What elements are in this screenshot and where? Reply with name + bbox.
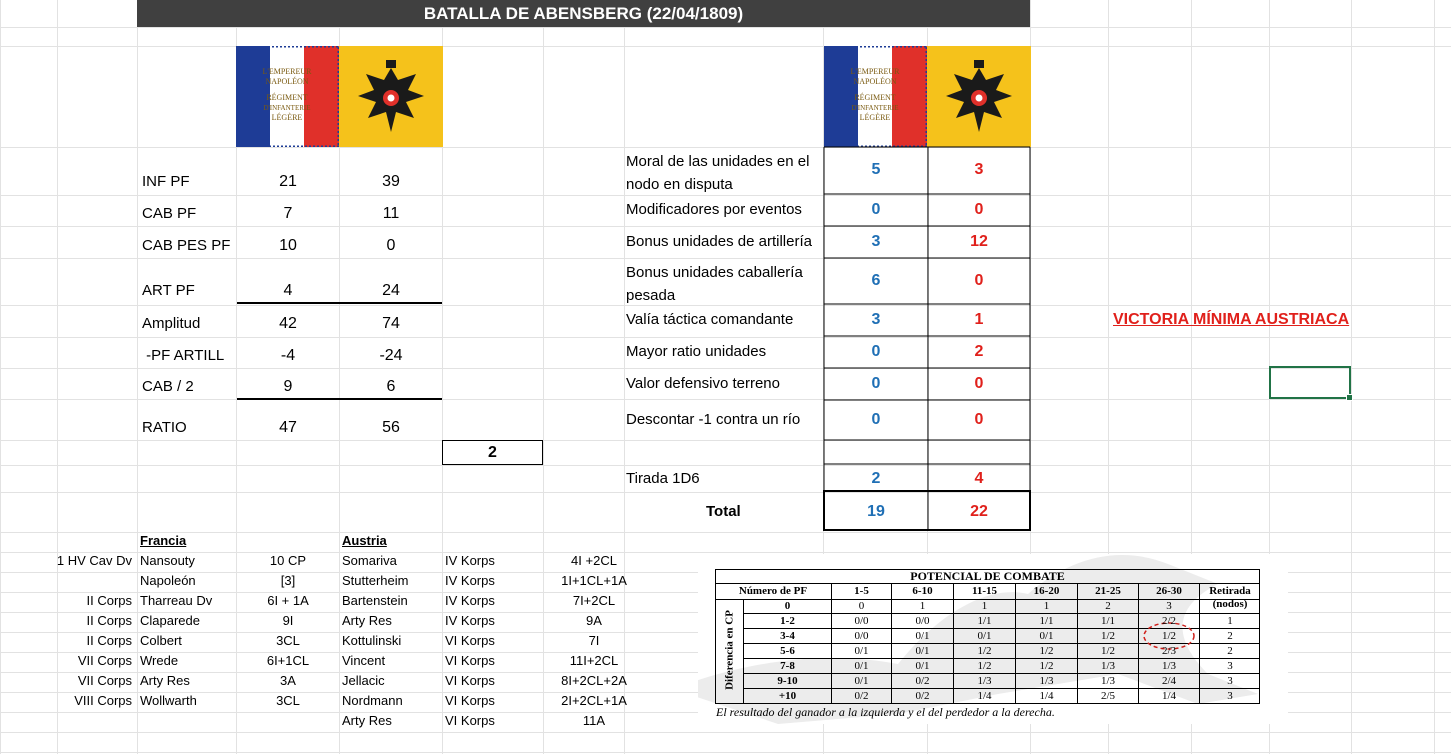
mod-label-terreno: Valor defensivo terreno — [626, 375, 780, 392]
combat-diff-label: +10 — [778, 690, 797, 702]
austria-header: Austria — [342, 533, 387, 548]
austria-force: 9A — [586, 613, 602, 628]
row-label-cab-half: CAB / 2 — [142, 378, 194, 395]
flags-pair-left — [236, 46, 443, 147]
mod-label-eventos: Modificadores por eventos — [626, 201, 802, 218]
combat-value-cell: 0/0 — [854, 615, 869, 627]
mod-label-comandante: Valía táctica comandante — [626, 311, 794, 328]
fr-cab-half: 9 — [283, 378, 293, 395]
combat-diff-label: 1-2 — [780, 615, 795, 627]
france-force: 9I — [282, 613, 294, 628]
france-corps: VIII Corps — [74, 693, 132, 708]
combat-value-cell: 1/4 — [1161, 690, 1177, 702]
austria-corps: VI Korps — [445, 653, 495, 668]
combat-value-cell: 0/1 — [915, 630, 930, 642]
combat-value-cell: 0/1 — [854, 660, 869, 672]
retreat-header-line-2: (nodos) — [1212, 598, 1248, 610]
combat-value-cell: 1 — [1043, 600, 1050, 612]
austria-corps: IV Korps — [445, 553, 495, 568]
au-cab-pes: 0 — [386, 237, 396, 254]
france-force: 6I+1CL — [266, 653, 310, 668]
austria-name: Arty Res — [342, 613, 392, 628]
combat-col-4: 16-20 — [1033, 585, 1060, 597]
france-force: 3A — [280, 673, 296, 688]
austria-name: Somariva — [342, 553, 397, 568]
austria-corps: VI Korps — [445, 633, 495, 648]
combat-value-cell: 1/2 — [1100, 645, 1116, 657]
austria-corps: IV Korps — [445, 573, 495, 588]
combat-value-cell: 3 — [1166, 600, 1172, 612]
france-name: Claparede — [140, 613, 200, 628]
row-label-art: ART PF — [142, 282, 195, 299]
austria-force: 7I+2CL — [572, 593, 616, 608]
combat-value-cell: 0/0 — [915, 615, 930, 627]
dice-label: Tirada 1D6 — [626, 470, 700, 487]
combat-diff-label: 9-10 — [777, 675, 798, 687]
combat-value-cell: 0/2 — [915, 690, 930, 702]
combat-diff-label: 3-4 — [780, 630, 795, 642]
combat-title: POTENCIAL DE COMBATE — [910, 569, 1065, 583]
battle-result: VICTORIA MÍNIMA AUSTRIACA — [1113, 311, 1350, 328]
flag-text-4: D'INFANTERIE — [263, 104, 311, 112]
austria-name: Vincent — [342, 653, 386, 668]
au-dice: 4 — [974, 470, 984, 487]
combat-value-cell: 0/1 — [977, 630, 992, 642]
au-caballeria: 0 — [974, 272, 984, 289]
austria-name: Arty Res — [342, 713, 392, 728]
flag-text-3: RÉGIMENT — [854, 93, 896, 102]
french-flag-icon — [824, 46, 927, 147]
sum-line-1 — [237, 302, 442, 304]
fr-cab-pes: 10 — [279, 237, 297, 254]
france-corps: II Corps — [86, 613, 132, 628]
au-ratio-mod: 2 — [974, 343, 984, 360]
fr-pf-artill: -4 — [280, 347, 296, 364]
combat-diff-label: 5-6 — [780, 645, 795, 657]
row-label-cab-pes: CAB PES PF — [142, 237, 231, 254]
fr-cab: 7 — [283, 205, 293, 222]
austria-force: 8I+2CL+2A — [561, 673, 627, 688]
fr-moral: 5 — [871, 161, 881, 178]
france-name: Wrede — [140, 653, 179, 668]
france-name: Arty Res — [140, 673, 190, 688]
mod-label-rio: Descontar -1 contra un río — [626, 411, 801, 428]
austria-corps: VI Korps — [445, 673, 495, 688]
combat-value-cell: 0/1 — [915, 645, 930, 657]
au-moral: 3 — [974, 161, 984, 178]
france-corps: VII Corps — [77, 673, 132, 688]
combat-col-5: 21-25 — [1095, 585, 1121, 597]
sum-line-2 — [237, 398, 442, 400]
france-force: 6I + 1A — [267, 593, 309, 608]
austria-name: Jellacic — [342, 673, 385, 688]
combat-potential-table — [715, 569, 1260, 706]
fr-art: 4 — [283, 282, 293, 299]
total-label: Total — [706, 503, 741, 520]
fr-ratio-mod: 0 — [871, 343, 881, 360]
au-rio: 0 — [974, 411, 984, 428]
fr-comandante: 3 — [871, 311, 881, 328]
combat-value-cell: 1 — [919, 600, 926, 612]
combat-retreat-cell: 3 — [1227, 675, 1233, 687]
flag-text-5: LÉGÈRE — [859, 113, 891, 122]
combat-value-cell: 1/3 — [1039, 675, 1054, 687]
combat-value-cell: 0/1 — [915, 660, 930, 672]
fr-rio: 0 — [871, 411, 881, 428]
flag-text-4: D'INFANTERIE — [851, 104, 899, 112]
flag-text-2: NAPOLÉON — [853, 77, 897, 86]
combat-value-cell: 1/4 — [1039, 690, 1054, 702]
france-force: 10 CP — [269, 553, 307, 568]
france-name: Napoleón — [140, 573, 196, 588]
austria-force: 11I+2CL — [569, 653, 619, 668]
combat-col-3: 11-15 — [971, 585, 998, 597]
combat-value-cell: 1/1 — [1100, 615, 1116, 627]
combat-table-note: El resultado del ganador a la izquierda y el del perdedor a la derecha. — [716, 705, 1055, 719]
france-corps: II Corps — [86, 633, 132, 648]
austria-force: 1I+1CL+1A — [561, 573, 627, 588]
ratio-difference-cell[interactable]: 2 — [442, 440, 543, 465]
row-label-cab: CAB PF — [142, 205, 197, 222]
flag-text-1: L'EMPEREUR — [262, 67, 312, 76]
combat-value-cell: 0/2 — [854, 690, 869, 702]
fr-caballeria: 6 — [871, 272, 881, 289]
austria-force: 11A — [582, 713, 606, 728]
au-total: 22 — [970, 503, 988, 520]
row-label-ratio: RATIO — [142, 419, 187, 436]
combat-value-cell: 2/5 — [1100, 690, 1116, 702]
au-comandante: 1 — [974, 311, 984, 328]
austrian-flag-icon — [339, 46, 443, 147]
combat-col-1: 1-5 — [854, 585, 869, 597]
flag-text-3: RÉGIMENT — [266, 93, 308, 102]
france-corps: VII Corps — [77, 653, 132, 668]
france-header: Francia — [140, 533, 187, 548]
au-cab-half: 6 — [386, 378, 396, 395]
flags-pair-right — [824, 46, 1031, 147]
combat-value-cell: 1/2 — [1100, 630, 1116, 642]
combat-value-cell: 0/1 — [854, 675, 869, 687]
combat-diff-label: 0 — [784, 600, 791, 612]
france-name: Nansouty — [140, 553, 195, 568]
combat-col-6: 26-30 — [1156, 585, 1182, 597]
combat-retreat-header — [1200, 585, 1260, 611]
combat-value-cell: 0/0 — [854, 630, 869, 642]
row-label-amplitud: Amplitud — [142, 315, 201, 332]
french-flag-icon — [236, 46, 339, 147]
retreat-header-line-1: Retirada — [1209, 585, 1251, 597]
austria-force: 4I +2CL — [571, 553, 617, 568]
austria-corps: VI Korps — [445, 713, 495, 728]
france-name: Wollwarth — [140, 693, 197, 708]
combat-value-cell: 1/2 — [1039, 660, 1054, 672]
fr-ratio: 47 — [279, 419, 297, 436]
austria-corps: IV Korps — [445, 613, 495, 628]
austria-force: 2I+2CL+1A — [561, 693, 627, 708]
combat-value-cell: 1/3 — [977, 675, 992, 687]
france-force: [3] — [280, 573, 296, 588]
france-name: Tharreau Dv — [140, 593, 213, 608]
battle-title: BATALLA DE ABENSBERG (22/04/1809) — [137, 0, 1030, 27]
combat-value-cell: 0 — [858, 600, 865, 612]
france-corps: 1 HV Cav Dv — [56, 553, 132, 568]
fr-dice: 2 — [871, 470, 881, 487]
au-eventos: 0 — [974, 201, 984, 218]
combat-value-cell: 2/2 — [1161, 615, 1177, 627]
austria-force: 7I — [588, 633, 600, 648]
au-inf: 39 — [382, 173, 400, 190]
austria-name: Stutterheim — [342, 573, 409, 588]
au-cab: 11 — [382, 205, 400, 222]
austria-name: Kottulinski — [342, 633, 402, 648]
combat-value-cell: 1/3 — [1100, 660, 1116, 672]
france-corps: II Corps — [86, 593, 132, 608]
combat-value-cell: 1/3 — [1161, 660, 1177, 672]
austria-corps: VI Korps — [445, 693, 495, 708]
austria-name: Bartenstein — [342, 593, 408, 608]
combat-value-cell: 1/3 — [1100, 675, 1116, 687]
fr-eventos: 0 — [871, 201, 881, 218]
fr-artilleria: 3 — [871, 233, 881, 250]
au-terreno: 0 — [974, 375, 984, 392]
au-pf-artill: -24 — [379, 347, 403, 364]
mod-label-ratio: Mayor ratio unidades — [626, 343, 767, 360]
combat-retreat-cell: 2 — [1227, 645, 1233, 657]
au-ratio: 56 — [382, 419, 400, 436]
fr-terreno: 0 — [871, 375, 881, 392]
mod-label-caballeria: Bonus unidades caballería pesada — [626, 264, 803, 304]
au-art: 24 — [382, 282, 400, 299]
austrian-flag-icon — [927, 46, 1031, 147]
combat-value-cell: 1 — [981, 600, 988, 612]
row-label-inf: INF PF — [142, 173, 190, 190]
combat-value-cell: 2/3 — [1161, 645, 1177, 657]
austria-corps: IV Korps — [445, 593, 495, 608]
combat-value-cell: 2 — [1105, 600, 1111, 612]
fill-handle[interactable] — [1346, 394, 1353, 401]
france-force: 3CL — [276, 633, 300, 648]
mod-label-artilleria: Bonus unidades de artillería — [626, 233, 812, 250]
fr-total: 19 — [867, 503, 885, 520]
combat-value-cell: 0/2 — [915, 675, 930, 687]
combat-value-cell: 1/2 — [1039, 645, 1054, 657]
flag-text-2: NAPOLÉON — [265, 77, 309, 86]
combat-value-cell: 0/1 — [1039, 630, 1054, 642]
combat-value-cell: 2/4 — [1161, 675, 1177, 687]
combat-value-cell: 1/4 — [977, 690, 992, 702]
combat-value-cell: 1/2 — [1161, 630, 1177, 642]
combat-retreat-cell: 1 — [1227, 615, 1233, 627]
combat-value-cell: 1/1 — [977, 615, 992, 627]
flag-text-1: L'EMPEREUR — [850, 67, 900, 76]
fr-inf: 21 — [279, 173, 297, 190]
flag-text-5: LÉGÈRE — [271, 113, 303, 122]
combat-row-header: Número de PF — [738, 585, 808, 597]
france-name: Colbert — [140, 633, 182, 648]
fr-amplitud: 42 — [279, 315, 297, 332]
selected-cell[interactable] — [1269, 366, 1351, 399]
france-force: 3CL — [276, 693, 300, 708]
combat-side-label: Diferencia en CP — [723, 610, 736, 690]
combat-value-cell: 1/2 — [977, 660, 992, 672]
combat-retreat-cell: 2 — [1227, 630, 1233, 642]
combat-value-cell: 0/1 — [854, 645, 869, 657]
combat-value-cell: 1/1 — [1039, 615, 1054, 627]
au-artilleria: 12 — [970, 233, 988, 250]
row-label-pf-artill: -PF ARTILL — [142, 347, 225, 364]
combat-retreat-cell: 3 — [1227, 660, 1233, 672]
austria-name: Nordmann — [342, 693, 403, 708]
au-amplitud: 74 — [382, 315, 400, 332]
combat-value-cell: 1/2 — [977, 645, 992, 657]
combat-col-2: 6-10 — [912, 585, 933, 597]
mod-label-moral: Moral de las unidades en el nodo en disputa — [626, 153, 810, 193]
combat-retreat-cell: 3 — [1227, 690, 1233, 702]
combat-diff-label: 7-8 — [780, 660, 795, 672]
